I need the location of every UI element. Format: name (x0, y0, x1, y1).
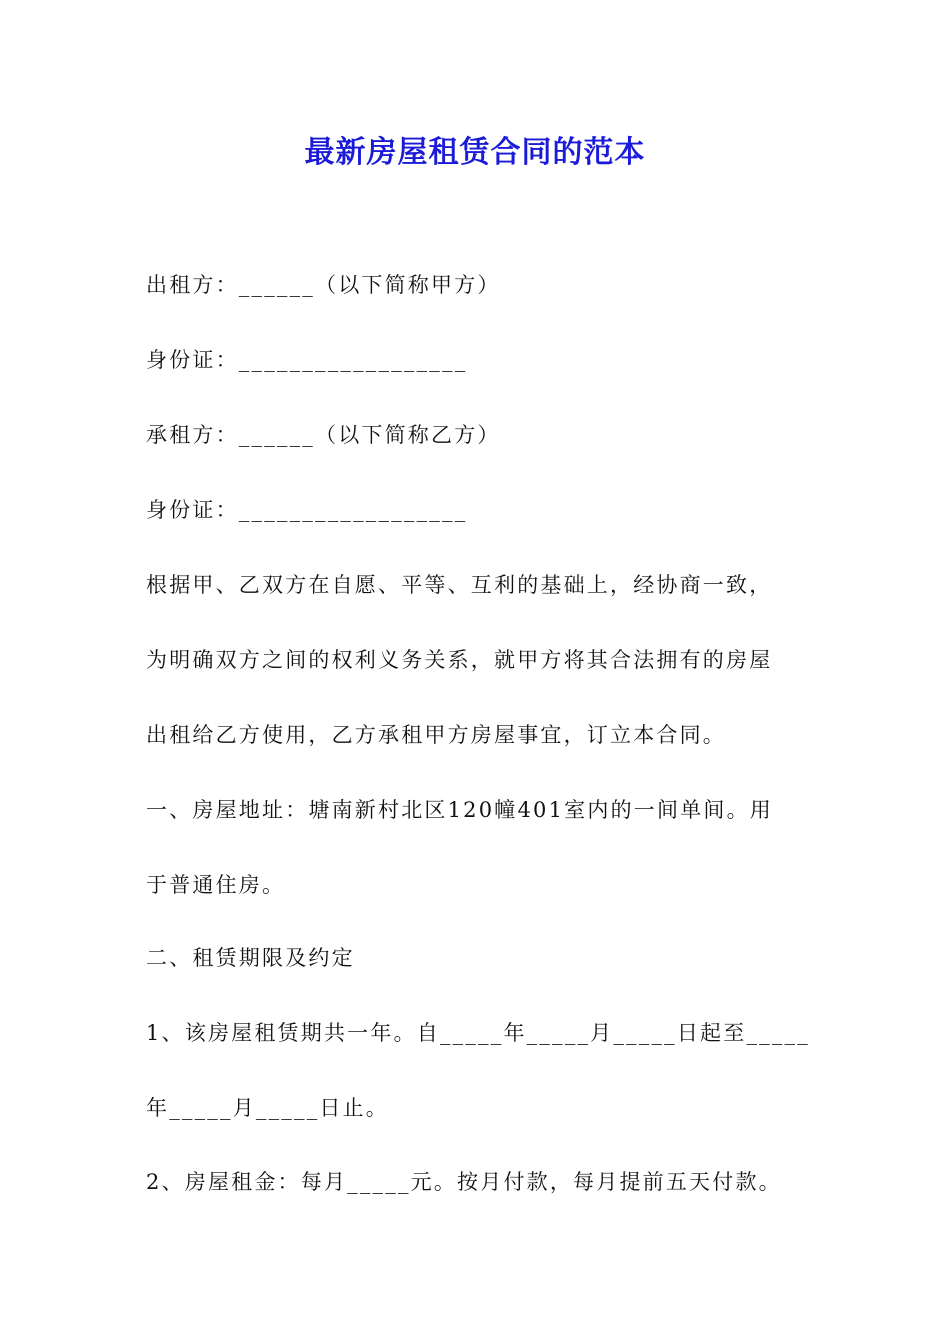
term-item-2-line: 2、房屋租金：每月_____元。按月付款，每月提前五天付款。 (146, 1170, 782, 1194)
lessee-line: 承租方：______（以下简称乙方） (146, 423, 501, 447)
preamble-line-3: 出租给乙方使用，乙方承租甲方房屋事宜，订立本合同。 (146, 723, 726, 747)
clause-address-line-1: 一、房屋地址：塘南新村北区120幢401室内的一间单间。用 (146, 798, 773, 822)
clause-term-heading: 二、租赁期限及约定 (146, 946, 355, 970)
lessor-line: 出租方：______（以下简称甲方） (146, 273, 501, 297)
preamble-line-1: 根据甲、乙双方在自愿、平等、互利的基础上，经协商一致， (146, 573, 773, 597)
preamble-line-2: 为明确双方之间的权利义务关系，就甲方将其合法拥有的房屋 (146, 648, 773, 672)
lessee-id-line: 身份证：__________________ (146, 498, 468, 522)
lessor-id-line: 身份证：__________________ (146, 348, 468, 372)
term-item-1-line-2: 年_____月_____日止。 (146, 1096, 389, 1120)
document-title: 最新房屋租赁合同的范本 (304, 135, 646, 170)
term-item-1-line-1: 1、该房屋租赁期共一年。自_____年_____月_____日起至_____ (146, 1021, 810, 1045)
clause-address-line-2: 于普通住房。 (146, 873, 286, 897)
